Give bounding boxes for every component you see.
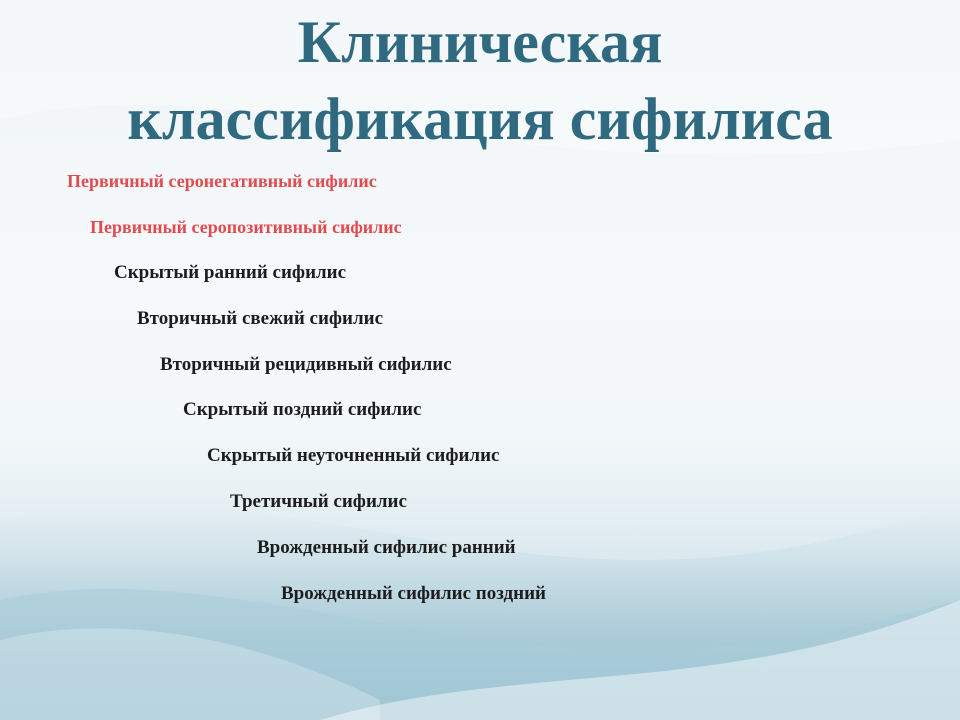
- list-item: Скрытый поздний сифилис: [183, 399, 422, 420]
- slide-title-line-2: классификация сифилиса: [127, 86, 833, 152]
- slide-title-line-1: Клиническая: [297, 9, 663, 75]
- list-item: Вторичный свежий сифилис: [137, 308, 384, 329]
- list-item: Врожденный сифилис поздний: [281, 583, 546, 604]
- list-item: Вторичный рецидивный сифилис: [160, 354, 452, 375]
- list-item: Скрытый ранний сифилис: [114, 262, 347, 283]
- list-item: Врожденный сифилис ранний: [257, 537, 516, 558]
- list-item: Первичный серопозитивный сифилис: [90, 217, 402, 237]
- list-item: Первичный серонегативный сифилис: [67, 171, 377, 191]
- list-item: Скрытый неуточненный сифилис: [207, 445, 500, 466]
- list-item: Третичный сифилис: [230, 491, 407, 512]
